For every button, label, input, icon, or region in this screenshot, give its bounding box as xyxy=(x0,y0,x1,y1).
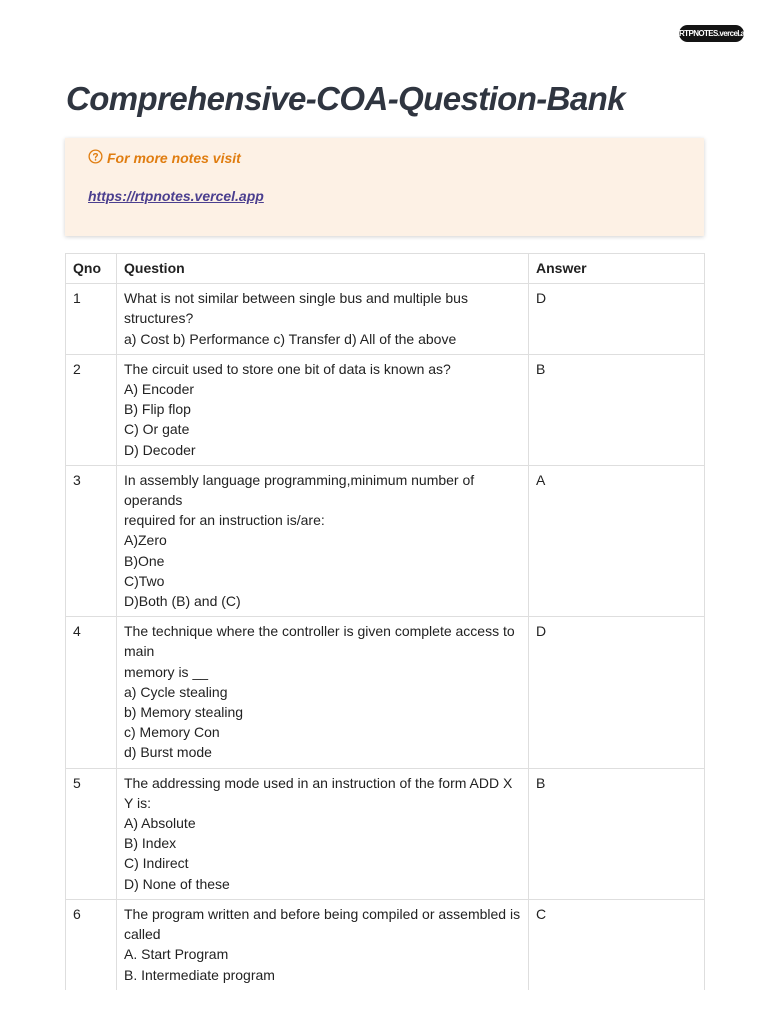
notes-site-link[interactable]: https://rtpnotes.vercel.app xyxy=(88,188,264,204)
answer-column-header: Answer xyxy=(529,254,705,284)
question-cell: In assembly language programming,minimum number of operands required for an instruction is/are: A)Zero B)One C)Two D)Both (B) and (C) xyxy=(117,465,529,616)
answer-cell: A xyxy=(529,465,705,616)
question-cell: The addressing mode used in an instruction of the form ADD X Y is: A) Absolute B) Index C) Indirect D) None of these xyxy=(117,768,529,899)
qno-cell: 6 xyxy=(66,899,117,989)
answer-cell: C xyxy=(529,899,705,989)
question-table xyxy=(65,253,705,990)
answer-cell: D xyxy=(529,284,705,355)
question-cell: What is not similar between single bus and multiple bus structures? a) Cost b) Performance c) Transfer d) All of the above xyxy=(117,284,529,355)
table-row xyxy=(66,617,705,768)
callout-heading: For more notes visit xyxy=(107,150,241,166)
notes-callout xyxy=(65,138,704,236)
question-circle-icon xyxy=(88,149,107,167)
callout-heading-row xyxy=(88,149,241,167)
question-cell: The circuit used to store one bit of data is known as? A) Encoder B) Flip flop C) Or gate D) Decoder xyxy=(117,354,529,465)
table-row xyxy=(66,899,705,989)
qno-cell: 1 xyxy=(66,284,117,355)
question-column-header: Question xyxy=(117,254,529,284)
page-title: Comprehensive-COA-Question-Bank xyxy=(66,80,625,117)
question-cell: The technique where the controller is given complete access to main memory is __ a) Cycle stealing b) Memory stealing c) Memory Con d) Burst mode xyxy=(117,617,529,768)
answer-cell: D xyxy=(529,617,705,768)
qno-cell: 3 xyxy=(66,465,117,616)
table-header-row xyxy=(66,254,705,284)
answer-cell: B xyxy=(529,354,705,465)
site-badge: RTPNOTES.vercel.app xyxy=(679,25,744,42)
qno-cell: 5 xyxy=(66,768,117,899)
qno-cell: 2 xyxy=(66,354,117,465)
answer-cell: B xyxy=(529,768,705,899)
table-row xyxy=(66,768,705,899)
table-row xyxy=(66,465,705,616)
table-row xyxy=(66,354,705,465)
qno-cell: 4 xyxy=(66,617,117,768)
table-row xyxy=(66,284,705,355)
qno-column-header: Qno xyxy=(66,254,117,284)
question-cell: The program written and before being compiled or assembled is called A. Start Program B. Intermediate program xyxy=(117,899,529,989)
